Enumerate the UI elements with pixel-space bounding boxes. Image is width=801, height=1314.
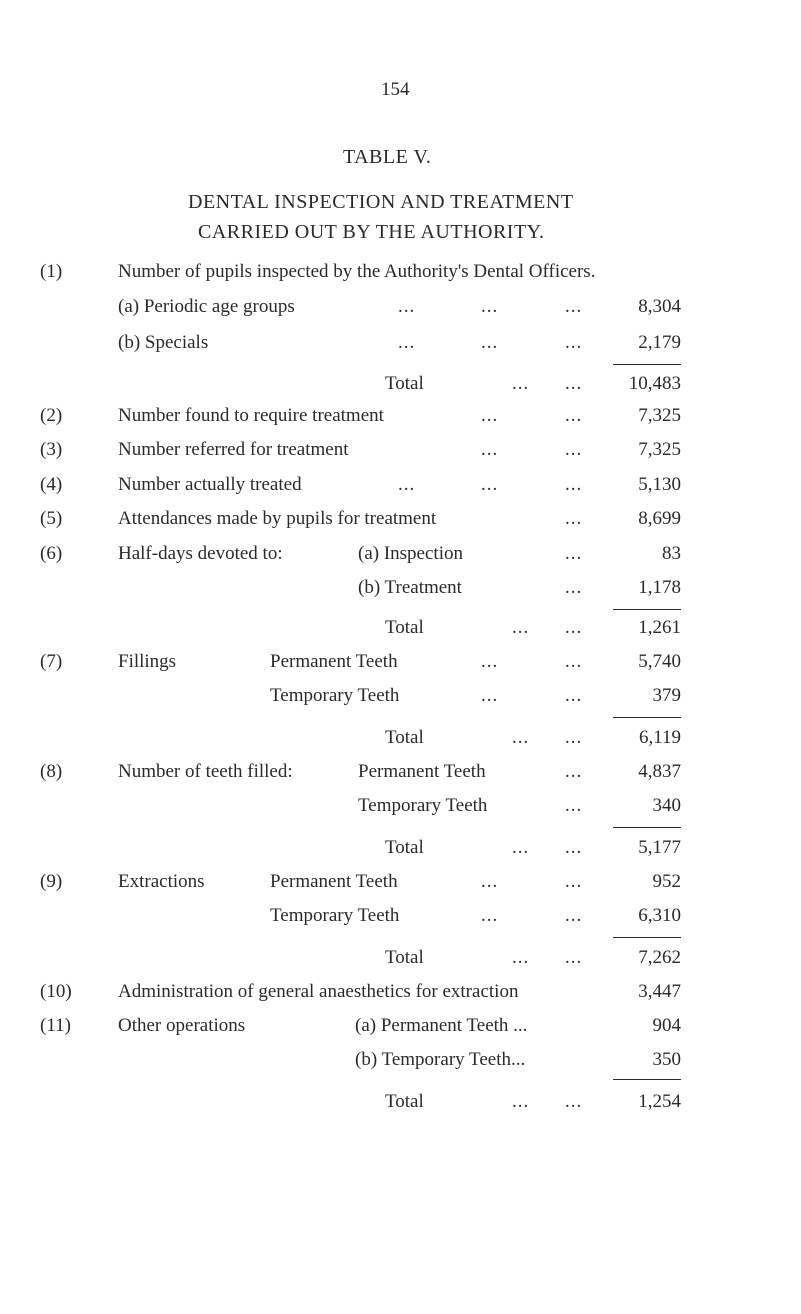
leader-dots: ... xyxy=(565,332,583,353)
item-label: Other operations xyxy=(118,1015,246,1036)
value-cell: 379 xyxy=(652,685,681,706)
subitem-label: Permanent Teeth xyxy=(270,871,398,892)
leader-dots: ... xyxy=(481,405,499,426)
leader-dots: ... xyxy=(481,296,499,317)
item-number: (7) xyxy=(40,651,63,672)
total-label: Total xyxy=(385,837,424,858)
leader-dots: ... xyxy=(481,439,499,460)
value-cell: 7,325 xyxy=(638,405,681,426)
value-cell: 5,130 xyxy=(638,474,681,495)
leader-dots: ... xyxy=(481,332,499,353)
total-rule xyxy=(613,364,681,365)
subitem-label: (a) Periodic age groups xyxy=(118,296,295,317)
subitem-label: Permanent Teeth xyxy=(270,651,398,672)
leader-dots: ... xyxy=(565,651,583,672)
value-cell: 7,325 xyxy=(638,439,681,460)
subitem-label: Temporary Teeth xyxy=(358,795,488,816)
leader-dots: ... xyxy=(565,947,583,968)
leader-dots: ... xyxy=(565,837,583,858)
total-rule xyxy=(613,827,681,828)
item-label: Number of teeth filled: xyxy=(118,761,293,782)
subitem-label: (b) Treatment xyxy=(358,577,462,598)
item-number: (6) xyxy=(40,543,63,564)
value-cell: 5,740 xyxy=(638,651,681,672)
value-cell: 8,304 xyxy=(638,296,681,317)
leader-dots: ... xyxy=(565,474,583,495)
value-cell: 1,178 xyxy=(638,577,681,598)
leader-dots: ... xyxy=(512,373,530,394)
total-label: Total xyxy=(385,1091,424,1112)
leader-dots: ... xyxy=(565,727,583,748)
leader-dots: ... xyxy=(565,871,583,892)
total-value: 1,254 xyxy=(638,1091,681,1112)
leader-dots: ... xyxy=(398,332,416,353)
total-label: Total xyxy=(385,947,424,968)
leader-dots: ... xyxy=(398,296,416,317)
leader-dots: ... xyxy=(565,439,583,460)
table-subtitle-line1: DENTAL INSPECTION AND TREATMENT xyxy=(188,191,574,213)
leader-dots: ... xyxy=(565,1091,583,1112)
item-number: (5) xyxy=(40,508,63,529)
item-number: (3) xyxy=(40,439,63,460)
leader-dots: ... xyxy=(565,296,583,317)
value-cell: 952 xyxy=(652,871,681,892)
leader-dots: ... xyxy=(481,905,499,926)
leader-dots: ... xyxy=(565,761,583,782)
value-cell: 3,447 xyxy=(638,981,681,1002)
item-number: (9) xyxy=(40,871,63,892)
total-value: 7,262 xyxy=(638,947,681,968)
subitem-label: (b) Temporary Teeth... xyxy=(355,1049,526,1070)
subitem-label: Temporary Teeth xyxy=(270,905,400,926)
total-rule xyxy=(613,1079,681,1080)
subitem-label: Permanent Teeth xyxy=(358,761,486,782)
total-value: 10,483 xyxy=(628,373,681,394)
item-number: (10) xyxy=(40,981,72,1002)
subitem-label: (a) Inspection xyxy=(358,543,463,564)
value-cell: 4,837 xyxy=(638,761,681,782)
total-value: 6,119 xyxy=(638,727,681,748)
leader-dots: ... xyxy=(481,651,499,672)
item-number: (2) xyxy=(40,405,63,426)
item-number: (11) xyxy=(40,1015,71,1036)
table-title: TABLE V. xyxy=(343,146,432,168)
leader-dots: ... xyxy=(512,837,530,858)
total-label: Total xyxy=(385,727,424,748)
leader-dots: ... xyxy=(481,871,499,892)
leader-dots: ... xyxy=(565,685,583,706)
value-cell: 83 xyxy=(662,543,681,564)
total-rule xyxy=(613,609,681,610)
item-label: Number referred for treatment xyxy=(118,439,349,460)
total-value: 5,177 xyxy=(638,837,681,858)
item-label: Number found to require treatment xyxy=(118,405,384,426)
leader-dots: ... xyxy=(565,508,583,529)
leader-dots: ... xyxy=(512,617,530,638)
total-rule xyxy=(613,937,681,938)
item-number: (8) xyxy=(40,761,63,782)
leader-dots: ... xyxy=(565,795,583,816)
leader-dots: ... xyxy=(565,405,583,426)
page-number: 154 xyxy=(381,79,410,100)
value-cell: 8,699 xyxy=(638,508,681,529)
item-label: Fillings xyxy=(118,651,177,672)
leader-dots: ... xyxy=(481,474,499,495)
leader-dots: ... xyxy=(565,543,583,564)
leader-dots: ... xyxy=(565,617,583,638)
total-label: Total xyxy=(385,617,424,638)
leader-dots: ... xyxy=(512,727,530,748)
subitem-label: Temporary Teeth xyxy=(270,685,400,706)
leader-dots: ... xyxy=(565,577,583,598)
leader-dots: ... xyxy=(512,947,530,968)
table-subtitle-line2: CARRIED OUT BY THE AUTHORITY. xyxy=(198,221,545,243)
total-value: 1,261 xyxy=(638,617,681,638)
leader-dots: ... xyxy=(565,373,583,394)
item-label: Attendances made by pupils for treatment xyxy=(118,508,437,529)
value-cell: 2,179 xyxy=(638,332,681,353)
item-label: Extractions xyxy=(118,871,205,892)
subitem-label: (a) Permanent Teeth ... xyxy=(355,1015,528,1036)
item-label: Half-days devoted to: xyxy=(118,543,283,564)
item-number: (1) xyxy=(40,261,63,282)
item-label: Administration of general anaesthetics for extraction xyxy=(118,981,519,1002)
item-number: (4) xyxy=(40,474,63,495)
total-rule xyxy=(613,717,681,718)
leader-dots: ... xyxy=(565,905,583,926)
item-label: Number of pupils inspected by the Authority's Dental Officers. xyxy=(118,261,596,282)
total-label: Total xyxy=(385,373,424,394)
subitem-label: (b) Specials xyxy=(118,332,209,353)
leader-dots: ... xyxy=(398,474,416,495)
leader-dots: ... xyxy=(481,685,499,706)
item-label: Number actually treated xyxy=(118,474,302,495)
value-cell: 6,310 xyxy=(638,905,681,926)
value-cell: 340 xyxy=(652,795,681,816)
value-cell: 350 xyxy=(652,1049,681,1070)
leader-dots: ... xyxy=(512,1091,530,1112)
value-cell: 904 xyxy=(652,1015,681,1036)
